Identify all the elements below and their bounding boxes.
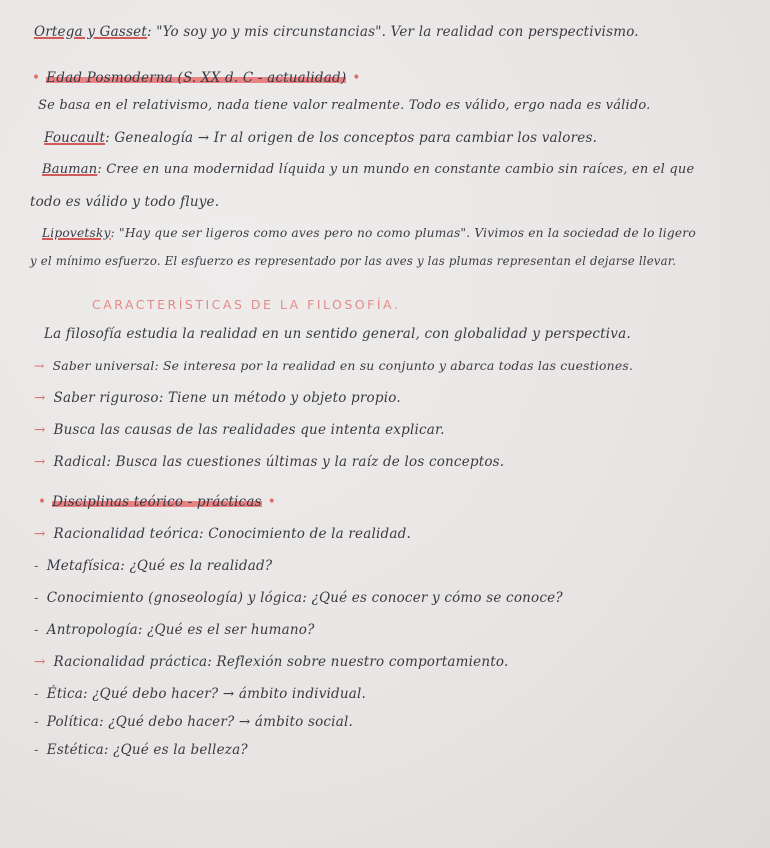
list-item-etica xyxy=(34,686,366,702)
note-text: Conocimiento (gnoseología) y lógica: ¿Qué es conocer y cómo se conoce? xyxy=(46,590,563,606)
list-item-racionalidad-practica xyxy=(34,654,508,670)
list-item-metafisica xyxy=(34,558,272,574)
note-line-bauman xyxy=(42,162,694,177)
list-item-racionalidad-teorica xyxy=(34,526,411,542)
note-text: Racionalidad teórica: Conocimiento de la realidad. xyxy=(53,526,411,542)
section-heading-caracteristicas xyxy=(92,297,400,312)
arrow-icon: → xyxy=(34,654,46,670)
section-heading-disciplinas xyxy=(38,494,282,510)
arrow-icon: → xyxy=(34,422,46,438)
note-line-filosofia xyxy=(44,326,631,342)
author-foucault: Foucault xyxy=(44,130,106,146)
bullet-icon: • xyxy=(32,70,41,86)
dash-icon: - xyxy=(34,686,39,702)
note-text: Se basa en el relativismo, nada tiene valor realmente. Todo es válido, ergo nada es válido. xyxy=(38,98,651,113)
list-item-saber-riguroso xyxy=(34,390,401,406)
list-item-saber-universal xyxy=(34,358,633,373)
arrow-icon: → xyxy=(34,454,46,470)
note-text: Busca las causas de las realidades que intenta explicar. xyxy=(53,422,445,438)
note-line-ortega xyxy=(34,24,639,40)
bullet-icon: • xyxy=(38,494,47,510)
note-text: : Genealogía → Ir al origen de los conceptos para cambiar los valores. xyxy=(105,130,598,146)
note-text: Saber riguroso: Tiene un método y objeto propio. xyxy=(53,390,401,406)
note-text: : "Hay que ser ligeros como aves pero no como plumas". Vivimos en la sociedad de lo ligero xyxy=(110,226,696,240)
bullet-icon: • xyxy=(352,70,361,86)
note-text: Saber universal: Se interesa por la realidad en su conjunto y abarca todas las cuestiones. xyxy=(52,358,634,373)
note-text: todo es válido y todo fluye. xyxy=(30,194,220,210)
list-item-radical xyxy=(34,454,504,470)
author-bauman: Bauman xyxy=(42,162,98,177)
author-ortega: Ortega y Gasset xyxy=(34,24,147,40)
list-item-conocimiento xyxy=(34,590,563,606)
heading-text: Disciplinas teórico - prácticas xyxy=(52,494,262,510)
author-lipovetsky: Lipovetsky xyxy=(42,226,111,240)
note-text: Política: ¿Qué debo hacer? → ámbito social. xyxy=(46,714,353,730)
note-text: Radical: Busca las cuestiones últimas y la raíz de los conceptos. xyxy=(53,454,505,470)
list-item-politica xyxy=(34,714,353,730)
note-text: Metafísica: ¿Qué es la realidad? xyxy=(46,558,273,574)
note-text: La filosofía estudia la realidad en un sentido general, con globalidad y perspectiva. xyxy=(44,326,631,342)
list-item-causas xyxy=(34,422,445,438)
note-line-relativismo xyxy=(38,98,651,113)
dash-icon: - xyxy=(34,558,39,574)
note-text: Racionalidad práctica: Reflexión sobre nuestro comportamiento. xyxy=(53,654,509,670)
list-item-estetica xyxy=(34,742,248,758)
dash-icon: - xyxy=(34,714,39,730)
dash-icon: - xyxy=(34,590,39,606)
arrow-icon: → xyxy=(34,390,46,406)
arrow-icon: → xyxy=(34,526,46,542)
note-text: Ética: ¿Qué debo hacer? → ámbito individual. xyxy=(46,686,367,702)
note-text: Estética: ¿Qué es la belleza? xyxy=(46,742,248,758)
bullet-icon: • xyxy=(267,494,276,510)
dash-icon: - xyxy=(34,622,39,638)
note-line-bauman-cont xyxy=(30,194,219,210)
dash-icon: - xyxy=(34,742,39,758)
heading-text: Edad Posmoderna (S. XX d. C - actualidad) xyxy=(46,70,347,86)
note-line-lipovetsky-cont xyxy=(30,254,676,268)
note-text: y el mínimo esfuerzo. El esfuerzo es representado por las aves y las plumas representan el dejarse llevar. xyxy=(30,254,677,268)
arrow-icon: → xyxy=(34,358,45,373)
note-line-lipovetsky xyxy=(42,226,696,240)
note-text: : "Yo soy yo y mis circunstancias". Ver la realidad con perspectivismo. xyxy=(146,24,639,40)
note-text: : Cree en una modernidad líquida y un mundo en constante cambio sin raíces, en el que xyxy=(97,162,695,177)
note-line-foucault xyxy=(44,130,597,146)
note-text: Antropología: ¿Qué es el ser humano? xyxy=(46,622,315,638)
heading-text: CARACTERÍSTICAS DE LA FILOSOFÍA. xyxy=(92,297,401,312)
section-heading-posmoderna xyxy=(32,70,367,86)
list-item-antropologia xyxy=(34,622,315,638)
